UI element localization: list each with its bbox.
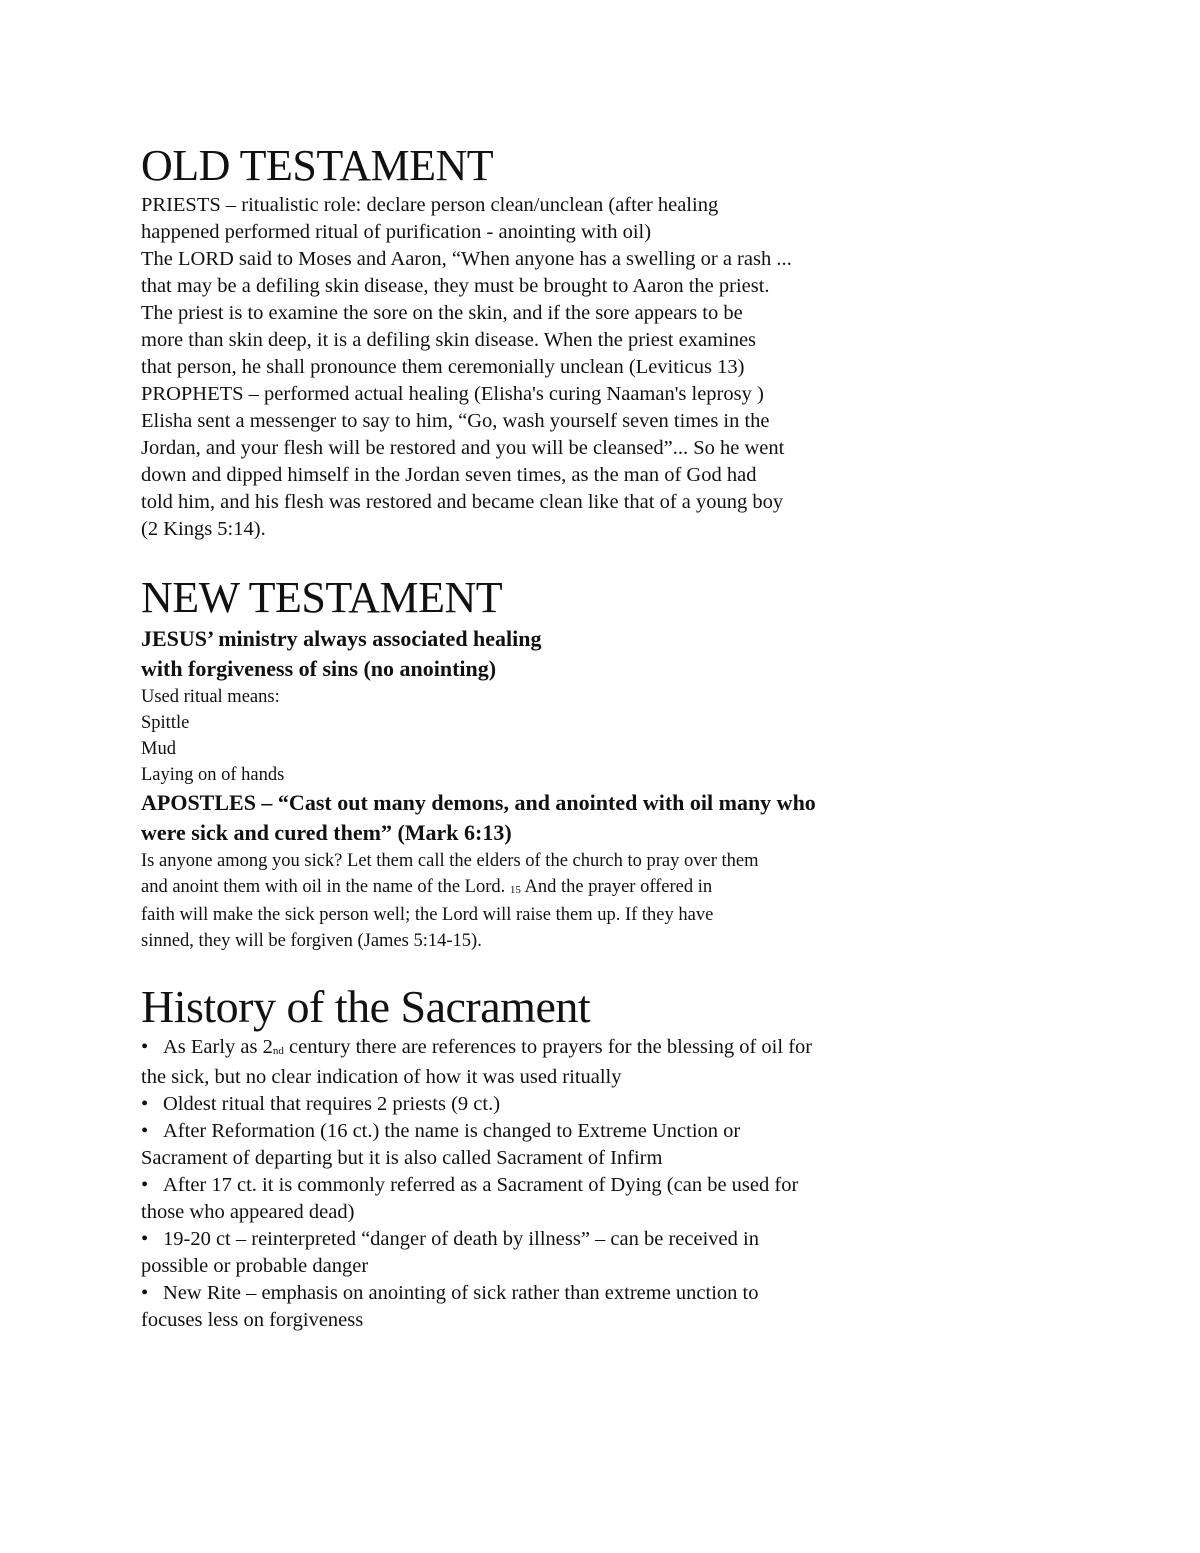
history-item-text: century there are references to prayers for the blessing of oil for xyxy=(283,1036,813,1058)
old-testament-line: that person, he shall pronounce them ceremonially unclean (Leviticus 13) xyxy=(141,356,745,378)
verse-number: 15 xyxy=(509,884,521,896)
james-text: and anoint them with oil in the name of the Lord. xyxy=(141,877,510,897)
history-item-line xyxy=(141,1280,921,1307)
document-page xyxy=(141,140,921,1334)
old-testament-line: The priest is to examine the sore on the skin, and if the sore appears to be xyxy=(141,302,743,324)
jesus-ministry-line: JESUS’ ministry always associated healing xyxy=(141,626,542,651)
ritual-means-line: Laying on of hands xyxy=(141,765,285,785)
section-spacer xyxy=(141,954,921,980)
history-item-line xyxy=(141,1091,921,1118)
history-item-line xyxy=(141,1172,921,1199)
ritual-means-line: Used ritual means: xyxy=(141,687,280,707)
old-testament-line: that may be a defiling skin disease, they must be brought to Aaron the priest. xyxy=(141,275,770,297)
history-list-item xyxy=(141,1226,921,1280)
apostles-line: APOSTLES – “Cast out many demons, and anointed with oil many who xyxy=(141,790,816,815)
bullet-icon: • xyxy=(141,1036,149,1058)
new-testament-body xyxy=(141,624,921,954)
old-testament-line: (2 Kings 5:14). xyxy=(141,518,266,540)
old-testament-line: The LORD said to Moses and Aaron, “When anyone has a swelling or a rash ... xyxy=(141,248,792,270)
history-item-line: focuses less on forgiveness xyxy=(141,1309,364,1331)
history-list-item xyxy=(141,1118,921,1172)
old-testament-line: told him, and his flesh was restored and became clean like that of a young boy xyxy=(141,491,784,513)
ritual-means-line: Spittle xyxy=(141,713,190,733)
ritual-means-line: Mud xyxy=(141,739,176,759)
section-spacer xyxy=(141,543,921,572)
history-list-item xyxy=(141,1280,921,1334)
old-testament-line: happened performed ritual of purification - anointing with oil) xyxy=(141,221,652,243)
history-item-line: possible or probable danger xyxy=(141,1255,369,1277)
james-quote-line xyxy=(141,874,921,902)
bullet-icon: • xyxy=(141,1174,149,1196)
james-quote-line: faith will make the sick person well; the Lord will raise them up. If they have xyxy=(141,905,714,925)
history-item-text: After Reformation (16 ct.) the name is changed to Extreme Unction or xyxy=(163,1120,741,1142)
apostles-line: were sick and cured them” (Mark 6:13) xyxy=(141,820,512,845)
old-testament-heading: OLD TESTAMENT xyxy=(141,141,494,190)
history-heading: History of the Sacrament xyxy=(141,981,591,1032)
bullet-icon: • xyxy=(141,1228,149,1250)
jesus-ministry-line: with forgiveness of sins (no anointing) xyxy=(141,656,497,681)
history-item-line xyxy=(141,1034,921,1064)
history-item-line: those who appeared dead) xyxy=(141,1201,355,1223)
old-testament-line: down and dipped himself in the Jordan seven times, as the man of God had xyxy=(141,464,757,486)
ordinal-suffix: nd xyxy=(272,1045,284,1057)
james-text: And the prayer offered in xyxy=(520,877,713,897)
history-list xyxy=(141,1034,921,1334)
history-item-line: Sacrament of departing but it is also called Sacrament of Infirm xyxy=(141,1147,663,1169)
history-item-text: 19-20 ct – reinterpreted “danger of death by illness” – can be received in xyxy=(163,1228,759,1250)
bullet-icon: • xyxy=(141,1120,149,1142)
old-testament-body xyxy=(141,192,921,543)
bullet-icon: • xyxy=(141,1282,149,1304)
bullet-icon: • xyxy=(141,1093,149,1115)
history-list-item xyxy=(141,1034,921,1091)
old-testament-line: Jordan, and your flesh will be restored and you will be cleansed”... So he went xyxy=(141,437,785,459)
james-quote-line: Is anyone among you sick? Let them call the elders of the church to pray over them xyxy=(141,851,759,871)
new-testament-heading: NEW TESTAMENT xyxy=(141,573,503,622)
history-list-item xyxy=(141,1172,921,1226)
history-item-text: Oldest ritual that requires 2 priests (9 ct.) xyxy=(163,1093,501,1115)
old-testament-line: PROPHETS – performed actual healing (Elisha's curing Naaman's leprosy ) xyxy=(141,383,764,405)
old-testament-line: more than skin deep, it is a defiling skin disease. When the priest examines xyxy=(141,329,757,351)
history-list-item xyxy=(141,1091,921,1118)
james-quote-line: sinned, they will be forgiven (James 5:14-15). xyxy=(141,931,482,951)
history-item-text: As Early as 2 xyxy=(163,1036,273,1058)
history-item-line: the sick, but no clear indication of how it was used ritually xyxy=(141,1066,622,1088)
history-item-line xyxy=(141,1118,921,1145)
history-item-line xyxy=(141,1226,921,1253)
old-testament-line: Elisha sent a messenger to say to him, “Go, wash yourself seven times in the xyxy=(141,410,770,432)
history-item-text: New Rite – emphasis on anointing of sick rather than extreme unction to xyxy=(163,1282,759,1304)
old-testament-line: PRIESTS – ritualistic role: declare person clean/unclean (after healing xyxy=(141,194,719,216)
history-item-text: After 17 ct. it is commonly referred as a Sacrament of Dying (can be used for xyxy=(163,1174,799,1196)
